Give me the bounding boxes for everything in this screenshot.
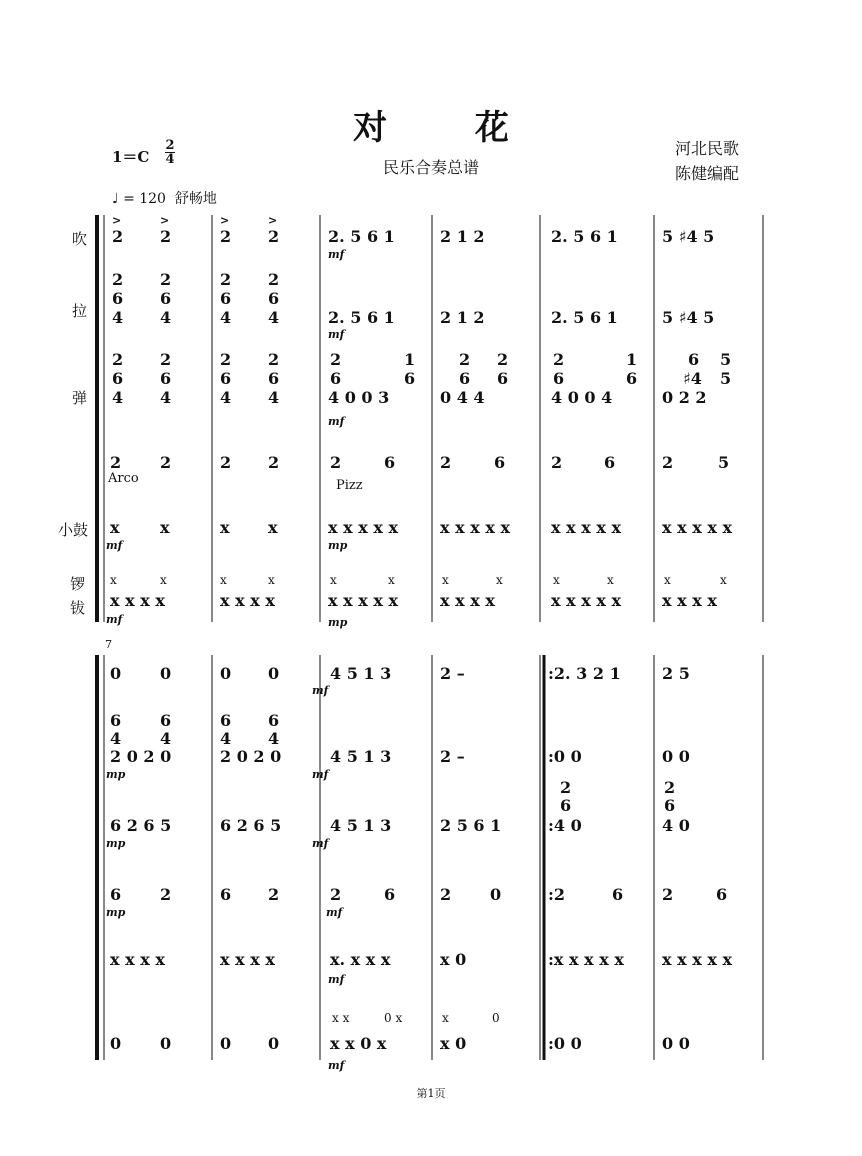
svg-text:x x x x x: x x x x x <box>328 518 398 537</box>
svg-text:2 5 6 1: 2 5 6 1 <box>440 816 502 835</box>
svg-text:2: 2 <box>160 453 172 472</box>
svg-text:2: 2 <box>662 453 674 472</box>
svg-text:6 2 6 5: 6 2 6 5 <box>220 816 282 835</box>
svg-text:4 5 1 3: 4 5 1 3 <box>330 664 392 683</box>
svg-text:x x x x: x x x x <box>662 591 717 610</box>
svg-text:4: 4 <box>110 729 122 748</box>
svg-text:x: x <box>607 573 614 587</box>
svg-text:6: 6 <box>604 453 616 472</box>
svg-text:mp: mp <box>106 906 126 919</box>
svg-text:4 0 0 3: 4 0 0 3 <box>328 388 390 407</box>
svg-text:mf: mf <box>106 613 123 626</box>
svg-text:5: 5 <box>718 453 730 472</box>
svg-text:4: 4 <box>112 308 124 327</box>
svg-text:4: 4 <box>268 729 280 748</box>
svg-text:x: x <box>330 573 337 587</box>
score-subtitle: 民乐合奏总谱 <box>382 158 479 177</box>
svg-text:2: 2 <box>330 350 342 369</box>
svg-text:x x x x x: x x x x x <box>551 518 621 537</box>
svg-text:2: 2 <box>160 227 172 246</box>
svg-text:2: 2 <box>330 885 342 904</box>
svg-text:1: 1 <box>404 350 416 369</box>
svg-text:>: > <box>220 214 230 227</box>
svg-text:0 2 2: 0 2 2 <box>662 388 707 407</box>
svg-text:2 –: 2 – <box>440 747 465 766</box>
svg-text:2: 2 <box>268 270 280 289</box>
instrument-label-gong: 锣 <box>70 575 86 593</box>
svg-text:4: 4 <box>220 729 232 748</box>
svg-text:0: 0 <box>220 664 232 683</box>
svg-text:6: 6 <box>220 711 232 730</box>
svg-text:2: 2 <box>220 350 232 369</box>
svg-text:2: 2 <box>220 453 232 472</box>
row-gong-s1 <box>110 573 727 587</box>
time-signature: 2 4 <box>165 138 175 167</box>
svg-text:x: x <box>496 573 503 587</box>
svg-text:x: x <box>664 573 671 587</box>
row-cymbal-s2 <box>110 1034 690 1053</box>
svg-text:6: 6 <box>220 885 232 904</box>
svg-text:x: x <box>220 518 230 537</box>
svg-text:mp: mp <box>328 616 348 629</box>
row-tan-s1 <box>112 350 731 407</box>
svg-text:2: 2 <box>112 227 124 246</box>
svg-text:6: 6 <box>268 289 280 308</box>
svg-text:4: 4 <box>220 388 232 407</box>
page-number: 第1页 <box>416 1087 446 1100</box>
svg-text:x x x x x: x x x x x <box>662 950 732 969</box>
svg-text:6: 6 <box>268 369 280 388</box>
svg-text:6: 6 <box>384 453 396 472</box>
svg-text:6: 6 <box>664 796 676 815</box>
svg-text:6: 6 <box>220 289 232 308</box>
svg-text:x: x <box>160 573 167 587</box>
svg-text:4 5 1 3: 4 5 1 3 <box>330 816 392 835</box>
svg-text::2. 3 2 1: :2. 3 2 1 <box>548 664 621 683</box>
svg-text:mf: mf <box>106 539 123 552</box>
svg-text:2: 2 <box>268 453 280 472</box>
svg-text:>: > <box>112 214 122 227</box>
svg-text:2: 2 <box>160 270 172 289</box>
svg-text:2: 2 <box>560 778 572 797</box>
svg-text:x: x <box>388 573 395 587</box>
svg-text:1: 1 <box>626 350 638 369</box>
svg-text:2: 2 <box>110 453 122 472</box>
svg-text:5: 5 <box>720 369 732 388</box>
origin-label: 河北民歌 <box>675 139 740 158</box>
row-la-s2 <box>110 711 690 766</box>
svg-text:mp: mp <box>106 837 126 850</box>
svg-text:0 0: 0 0 <box>662 747 690 766</box>
row-chui-s1 <box>112 214 714 246</box>
svg-text:0: 0 <box>110 1034 122 1053</box>
svg-text:2. 5 6 1: 2. 5 6 1 <box>551 308 618 327</box>
row-bass-s2 <box>110 885 727 904</box>
svg-text:6: 6 <box>688 350 700 369</box>
svg-text:>: > <box>160 214 170 227</box>
svg-text:0: 0 <box>490 885 502 904</box>
svg-text:4 0: 4 0 <box>662 816 690 835</box>
svg-text:2: 2 <box>664 778 676 797</box>
svg-text:0 0: 0 0 <box>662 1034 690 1053</box>
svg-text:0: 0 <box>268 664 280 683</box>
svg-text:2: 2 <box>268 227 280 246</box>
svg-text:x: x <box>442 573 449 587</box>
svg-text:x: x <box>220 573 227 587</box>
svg-text:x x x x x: x x x x x <box>328 591 398 610</box>
svg-text:0 4 4: 0 4 4 <box>440 388 485 407</box>
svg-text:x: x <box>720 573 727 587</box>
svg-text:2: 2 <box>220 227 232 246</box>
measure-number: 7 <box>105 638 112 651</box>
svg-text:mf: mf <box>328 328 345 341</box>
svg-text:mp: mp <box>106 768 126 781</box>
svg-text:6: 6 <box>110 711 122 730</box>
instrument-label-tan: 弹 <box>72 389 88 407</box>
svg-text:2: 2 <box>268 885 280 904</box>
row-chui-s2 <box>110 664 690 683</box>
svg-text:0 x: 0 x <box>384 1011 403 1025</box>
svg-text:mf: mf <box>326 906 343 919</box>
svg-text:x x x x: x x x x <box>220 950 275 969</box>
svg-text:x x x x x: x x x x x <box>662 518 732 537</box>
svg-text:6: 6 <box>220 369 232 388</box>
svg-text:mp: mp <box>328 539 348 552</box>
svg-text:x x x x: x x x x <box>110 591 165 610</box>
row-gong-s2 <box>332 1011 500 1025</box>
svg-text:0: 0 <box>220 1034 232 1053</box>
svg-text::0 0: :0 0 <box>548 747 582 766</box>
svg-text:2: 2 <box>459 350 471 369</box>
svg-text:x 0: x 0 <box>440 950 467 969</box>
svg-text:0: 0 <box>160 1034 172 1053</box>
svg-text:2 0 2 0: 2 0 2 0 <box>110 747 172 766</box>
svg-text:♯4: ♯4 <box>683 369 702 388</box>
svg-text:6: 6 <box>330 369 342 388</box>
svg-text:5 ♯4 5: 5 ♯4 5 <box>662 308 715 327</box>
svg-text:4: 4 <box>160 388 172 407</box>
svg-text:2: 2 <box>268 350 280 369</box>
svg-text:x 0: x 0 <box>440 1034 467 1053</box>
svg-text:6: 6 <box>626 369 638 388</box>
expression-text: 舒畅地 <box>174 191 217 207</box>
svg-text:2 0 2 0: 2 0 2 0 <box>220 747 282 766</box>
svg-text:6: 6 <box>384 885 396 904</box>
svg-text:6: 6 <box>112 289 124 308</box>
svg-text:4 5 1 3: 4 5 1 3 <box>330 747 392 766</box>
svg-text:2: 2 <box>551 453 563 472</box>
row-tan-s2 <box>110 778 690 835</box>
svg-text:mf: mf <box>312 768 329 781</box>
svg-text:6: 6 <box>459 369 471 388</box>
svg-text:x: x <box>553 573 560 587</box>
svg-text:2: 2 <box>497 350 509 369</box>
instrument-label-cymbal: 钹 <box>70 599 86 617</box>
svg-text:6: 6 <box>560 796 572 815</box>
svg-text:6: 6 <box>112 369 124 388</box>
svg-text:x. x x x: x. x x x <box>330 950 391 969</box>
svg-text:2. 5 6 1: 2. 5 6 1 <box>328 227 395 246</box>
svg-text:2: 2 <box>440 453 452 472</box>
svg-text:6: 6 <box>494 453 506 472</box>
svg-text:6: 6 <box>160 289 172 308</box>
svg-text::0 0: :0 0 <box>548 1034 582 1053</box>
svg-text:mf: mf <box>328 248 345 261</box>
svg-text:mf: mf <box>312 684 329 697</box>
svg-text:4: 4 <box>268 308 280 327</box>
svg-text:5 ♯4 5: 5 ♯4 5 <box>662 227 715 246</box>
svg-text:x: x <box>160 518 170 537</box>
svg-text:2 1 2: 2 1 2 <box>440 308 485 327</box>
svg-text:6: 6 <box>110 885 122 904</box>
svg-text:x x 0 x: x x 0 x <box>330 1034 387 1053</box>
row-drum-s2 <box>110 950 732 969</box>
svg-text:>: > <box>268 214 278 227</box>
svg-text:0: 0 <box>268 1034 280 1053</box>
row-bass-s1 <box>110 453 729 472</box>
svg-text::x x x x x: :x x x x x <box>548 950 624 969</box>
svg-text:x x x x: x x x x <box>220 591 275 610</box>
svg-text:x x x x: x x x x <box>440 591 495 610</box>
arranger-label: 陈健编配 <box>675 164 740 183</box>
svg-text:x x x x: x x x x <box>110 950 165 969</box>
svg-text:2: 2 <box>112 350 124 369</box>
svg-text:x: x <box>268 518 278 537</box>
quarter-note-icon: ♩ <box>112 191 119 207</box>
tempo-value: = 120 <box>123 191 166 207</box>
svg-text:x: x <box>110 573 117 587</box>
svg-text:6: 6 <box>160 369 172 388</box>
row-drum-s1 <box>110 518 732 537</box>
svg-text:6: 6 <box>497 369 509 388</box>
svg-text:2. 5 6 1: 2. 5 6 1 <box>551 227 618 246</box>
svg-text:2: 2 <box>553 350 565 369</box>
svg-text:2: 2 <box>160 885 172 904</box>
row-la-s1 <box>112 270 714 327</box>
svg-text:x x x x x: x x x x x <box>551 591 621 610</box>
svg-text:mf: mf <box>328 973 345 986</box>
svg-text:4: 4 <box>220 308 232 327</box>
svg-text:6: 6 <box>268 711 280 730</box>
svg-text:2. 5 6 1: 2. 5 6 1 <box>328 308 395 327</box>
pizz-marking: Pizz <box>336 478 363 493</box>
svg-text:4: 4 <box>268 388 280 407</box>
svg-text:6: 6 <box>160 711 172 730</box>
instrument-label-drum: 小鼓 <box>58 521 89 539</box>
svg-text:4 0 0 4: 4 0 0 4 <box>551 388 613 407</box>
instrument-label-chui: 吹 <box>72 230 88 248</box>
svg-text:x: x <box>110 518 120 537</box>
svg-text:6: 6 <box>553 369 565 388</box>
svg-text::4 0: :4 0 <box>548 816 582 835</box>
instrument-label-la: 拉 <box>72 302 88 320</box>
svg-text:2 1 2: 2 1 2 <box>440 227 485 246</box>
svg-text:2: 2 <box>330 453 342 472</box>
svg-text:5: 5 <box>720 350 732 369</box>
svg-text:4: 4 <box>160 729 172 748</box>
svg-text:mf: mf <box>328 1059 345 1072</box>
svg-text:2: 2 <box>160 350 172 369</box>
svg-text::2: :2 <box>548 885 566 904</box>
svg-text:2: 2 <box>220 270 232 289</box>
svg-text:2 5: 2 5 <box>662 664 690 683</box>
score-title: 对 花 <box>353 108 547 148</box>
svg-text:x x: x x <box>332 1011 350 1025</box>
svg-text:0: 0 <box>160 664 172 683</box>
svg-text:x: x <box>442 1011 449 1025</box>
key-signature: 1＝C <box>112 148 150 166</box>
svg-text:6 2 6 5: 6 2 6 5 <box>110 816 172 835</box>
svg-text:6: 6 <box>716 885 728 904</box>
svg-text:x x x x x: x x x x x <box>440 518 510 537</box>
svg-text:6: 6 <box>612 885 624 904</box>
svg-text:0: 0 <box>492 1011 500 1025</box>
row-cymbal-s1 <box>110 591 717 610</box>
svg-text:2: 2 <box>662 885 674 904</box>
svg-text:mf: mf <box>328 415 345 428</box>
svg-text:x: x <box>268 573 275 587</box>
svg-text:6: 6 <box>404 369 416 388</box>
arco-marking: Arco <box>108 471 139 486</box>
svg-text:mf: mf <box>312 837 329 850</box>
svg-text:0: 0 <box>110 664 122 683</box>
svg-text:2: 2 <box>440 885 452 904</box>
svg-text:4: 4 <box>160 308 172 327</box>
svg-text:2 –: 2 – <box>440 664 465 683</box>
svg-text:2: 2 <box>112 270 124 289</box>
svg-text:4: 4 <box>112 388 124 407</box>
